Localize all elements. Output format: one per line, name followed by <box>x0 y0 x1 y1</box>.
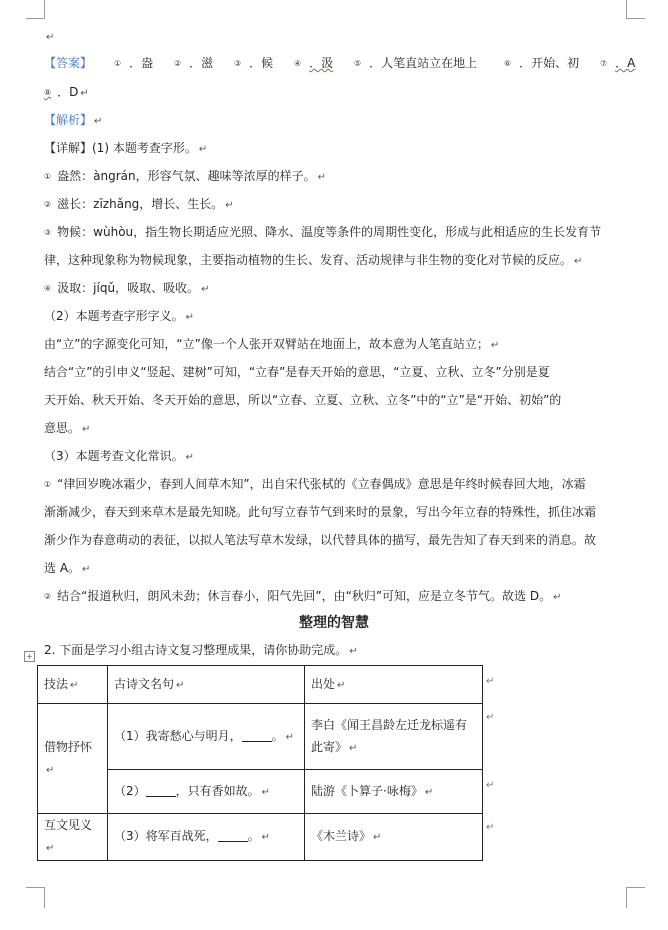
answer-tag: 【答案】 <box>44 56 93 70</box>
detail-heading: 【详解】(1) 本题考查字形。 ↵ <box>44 141 208 155</box>
para3-line-5: ② 结合“报道秋归，朗风未劲；休言春小，阳气先回”，由“秋归”可知，应是立冬节气。故选 D。 ↵ <box>44 589 562 603</box>
header-technique: 技法 ↵ <box>38 666 108 704</box>
para3-line-4: 选 A。 ↵ <box>44 561 91 575</box>
para3-line-3: 渐少作为春意萌动的表征，以拟人笔法写草木发绿，以代替具体的描写，最先告知了春天到来的消息。故 <box>44 533 597 547</box>
answer-item-8: ⑧ ．D ↵ <box>44 85 89 99</box>
source-2: 陆游《卜算子·咏梅》 ↵ <box>305 770 483 814</box>
answer-item-3: ③ ．候 <box>234 56 274 70</box>
table-move-handle[interactable]: + <box>24 651 35 662</box>
quote-2: （2） ，只有香如故。 ↵ <box>108 770 305 814</box>
quote-3: （3）将军百战死， 。 ↵ <box>108 814 305 861</box>
table-row <box>38 814 483 861</box>
row-end-mark: ↵ <box>486 712 495 723</box>
answer-item-7: ⑦ ．A <box>600 56 636 70</box>
source-1: 李白《闻王昌龄左迁龙标遥有此寄》 ↵ <box>305 704 483 770</box>
para3-line-2: 渐渐减少，春天到来草木是最先知晓。此句写立春节气到来时的景象，写出今年立春的特殊性，抓住冰霜 <box>44 505 597 519</box>
corner-mark-top-left <box>26 0 45 19</box>
answer-item-1: ① ．盎 <box>114 56 154 70</box>
fill-blank-1[interactable] <box>242 729 272 742</box>
answer-item-6: ⑥ ．开始、初 <box>504 56 580 70</box>
analysis-tag: 【解析】 ↵ <box>44 113 103 127</box>
item1-line-2: ② 滋长：zīzhǎng，增长、生长。 ↵ <box>44 197 234 211</box>
poem-table <box>37 665 483 861</box>
quote-1: （1）我寄愁心与明月， 。 ↵ <box>108 704 305 770</box>
answer-row <box>44 52 634 74</box>
answer-item-2: ② ．滋 <box>174 56 214 70</box>
section-3-heading: （3）本题考查文化常识。 ↵ <box>44 449 195 463</box>
header-quote: 古诗文名句 ↵ <box>108 666 305 704</box>
item1-line-5: ④ 汲取：jíqǔ，吸取、吸收。 ↵ <box>44 281 210 295</box>
para2-line-3: 天开始、秋天开始、冬天开始的意思，所以“立春、立夏、立秋、立冬”中的“立”是“开始、初始”的 <box>44 393 562 407</box>
section-2-heading: （2）本题考查字形字义。 ↵ <box>44 309 195 323</box>
para2-line-4: 意思。 ↵ <box>44 421 91 435</box>
item1-line-3: ③ 物候：wùhòu，指生物长期适应光照、降水、温度等条件的周期性变化，形成与此相适应的生长发育节 <box>44 225 602 239</box>
technique-group-2: 互文见义↵ <box>38 814 108 861</box>
section-title: 整理的智慧 <box>299 615 369 631</box>
empty-paragraph: ↵ <box>46 32 55 43</box>
header-source: 出处 ↵ <box>305 666 483 704</box>
corner-mark-bottom-left <box>26 887 45 908</box>
fill-blank-2[interactable] <box>146 784 176 797</box>
row-end-mark: ↵ <box>486 822 495 833</box>
fill-blank-3[interactable] <box>218 829 248 842</box>
answer-item-4: ④ ．汲 <box>294 56 334 70</box>
row-end-mark: ↵ <box>486 676 495 687</box>
corner-mark-top-right <box>626 0 645 19</box>
question-2: 2. 下面是学习小组古诗文复习整理成果，请你协助完成。 ↵ <box>44 643 358 657</box>
para2-line-1: 由“立”的字源变化可知，“立”像一个人张开双臂站在地面上，故本意为人笔直站立； ↵ <box>44 337 500 351</box>
table-header-row <box>38 666 483 704</box>
row-end-mark: ↵ <box>486 780 495 791</box>
table-row <box>38 704 483 770</box>
source-3: 《木兰诗》 ↵ <box>305 814 483 861</box>
item1-line-4: 律，这种现象称为物候现象，主要指动植物的生长、发育、活动规律与非生物的变化对节候的反应。 ↵ <box>44 253 583 267</box>
item1-line-1: ① 盎然：àngrán，形容气氛、趣味等浓厚的样子。 ↵ <box>44 169 327 183</box>
para3-line-1: ① “律回岁晚冰霜少，春到人间草木知”，出自宋代张栻的《立春偶成》意思是年终时候春回大地，冰霜 <box>44 477 586 491</box>
answer-item-5: ⑤ ．人笔直站立在地上 <box>354 56 478 70</box>
corner-mark-bottom-right <box>626 887 645 908</box>
technique-group-1: 借物抒怀↵ <box>38 704 108 814</box>
para2-line-2: 结合“立”的引申义“竖起、建树”可知，“立春”是春天开始的意思，“立夏、立秋、立冬”分别是夏 <box>44 365 550 379</box>
